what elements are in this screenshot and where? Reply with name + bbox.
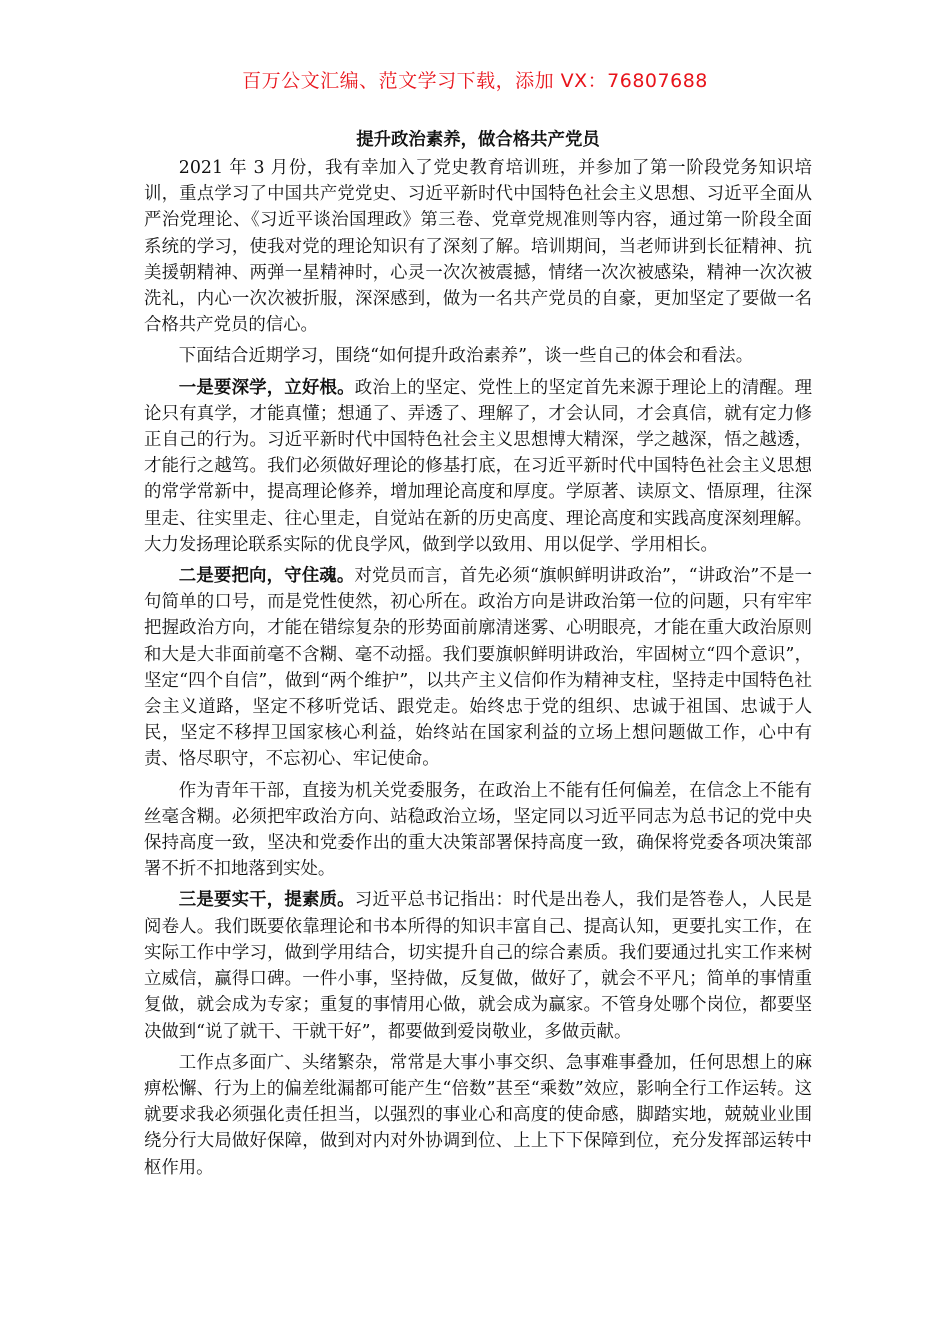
paragraph-point-three: [144, 887, 812, 1044]
document-body: [144, 127, 812, 1186]
paragraph-transition: [144, 343, 812, 369]
paragraph-text: 工作点多面广、头绪繁杂，常常是大事小事交织、急事难事叠加，任何思想上的麻痹松懈、行为上的偏差纰漏都可能产生“倍数”甚至“乘数”效应，影响全行工作运转。这就要求我必须强化责任担当，以强烈的事业心和高度的使命感，脚踏实地，兢兢业业围绕分行大局做好保障，做到对内对外协调到位、上上下下保障到位，充分发挥部运转中枢作用。: [144, 1052, 812, 1178]
paragraph-lead: 一是要深学，立好根。: [178, 377, 355, 398]
paragraph-text: 2021 年 3 月份，我有幸加入了党史教育培训班，并参加了第一阶段党务知识培训，重点学习了中国共产党党史、习近平新时代中国特色社会主义思想、习近平全面从严治党理论、《习近平谈治国理政》第三卷、党章党规准则等内容，通过第一阶段全面系统的学习，使我对党的理论知识有了深刻了解。培训期间，当老师讲到长征精神、抗美援朝精神、两弹一星精神时，心灵一次次被震撼，情绪一次次被感染，精神一次次被洗礼，内心一次次被折服，深深感到，做为一名共产党员的自豪，更加坚定了要做一名合格共产党员的信心。: [144, 158, 812, 336]
paragraph-text: 习近平总书记指出：时代是出卷人，我们是答卷人，人民是阅卷人。我们既要依靠理论和书本所得的知识丰富自己、提高认知，更要扎实工作，在实际工作中学习，做到学用结合，切实提升自己的综合素质。我们要通过扎实工作来树立威信，赢得口碑。一件小事，坚持做，反复做，做好了，就会不平凡；简单的事情重复做，就会成为专家；重复的事情用心做，就会成为赢家。不管身处哪个岗位，都要坚决做到“说了就干、干就干好”，都要做到爱岗敬业，多做贡献。: [144, 890, 812, 1042]
paragraph-young-cadre: [144, 778, 812, 883]
paragraph-lead: 三是要实干，提素质。: [178, 890, 355, 911]
promo-banner: 百万公文汇编、范文学习下载，添加 VX：76807688: [242, 70, 708, 92]
paragraph-text: 下面结合近期学习，围绕“如何提升政治素养”，谈一些自己的体会和看法。: [178, 346, 754, 367]
paragraph-text: 作为青年干部，直接为机关党委服务，在政治上不能有任何偏差，在信念上不能有丝毫含糊。必须把牢政治方向、站稳政治立场，坚定同以习近平同志为总书记的党中央保持高度一致，坚决和党委作出的重大决策部署保持高度一致，确保将党委各项决策部署不折不扣地落到实处。: [144, 780, 812, 880]
paragraph-lead: 二是要把向，守住魂。: [178, 566, 355, 587]
document-title: 提升政治素养，做合格共产党员: [356, 130, 600, 150]
paragraph-closing: [144, 1050, 812, 1181]
paragraph-text: 政治上的坚定、党性上的坚定首先来源于理论上的清醒。理论只有真学，才能真懂；想通了、弄透了、理解了，才会认同，才会真信，就有定力修正自己的行为。习近平新时代中国特色社会主义思想博大精深，学之越深，悟之越透，才能行之越笃。我们必须做好理论的修基打底，在习近平新时代中国特色社会主义思想的常学常新中，提高理论修养，增加理论高度和厚度。学原著、读原文、悟原理，往深里走、往实里走、往心里走，自觉站在新的历史高度、理论高度和实践高度深刻理解。大力发扬理论联系实际的优良学风，做到学以致用、用以促学、学用相长。: [144, 377, 812, 555]
paragraph-text: 对党员而言，首先必须“旗帜鲜明讲政治”，“讲政治”不是一句简单的口号，而是党性使然，初心所在。政治方向是讲政治第一位的问题，只有牢牢把握政治方向，才能在错综复杂的形势面前廓清迷雾、心明眼亮，才能在重大政治原则和大是大非面前毫不含糊、毫不动摇。我们要旗帜鲜明讲政治，牢固树立“四个意识”，坚定“四个自信”，做到“两个维护”，以共产主义信仰作为精神支柱，坚持走中国特色社会主义道路，坚定不移听党话、跟党走。始终忠于党的组织、忠诚于祖国、忠诚于人民，坚定不移捍卫国家核心利益，始终站在国家利益的立场上想问题做工作，心中有责、恪尽职守，不忘初心、牢记使命。: [144, 566, 812, 770]
paragraph-intro: [144, 155, 812, 338]
paragraph-point-two: [144, 563, 812, 773]
paragraph-point-one: [144, 375, 812, 558]
